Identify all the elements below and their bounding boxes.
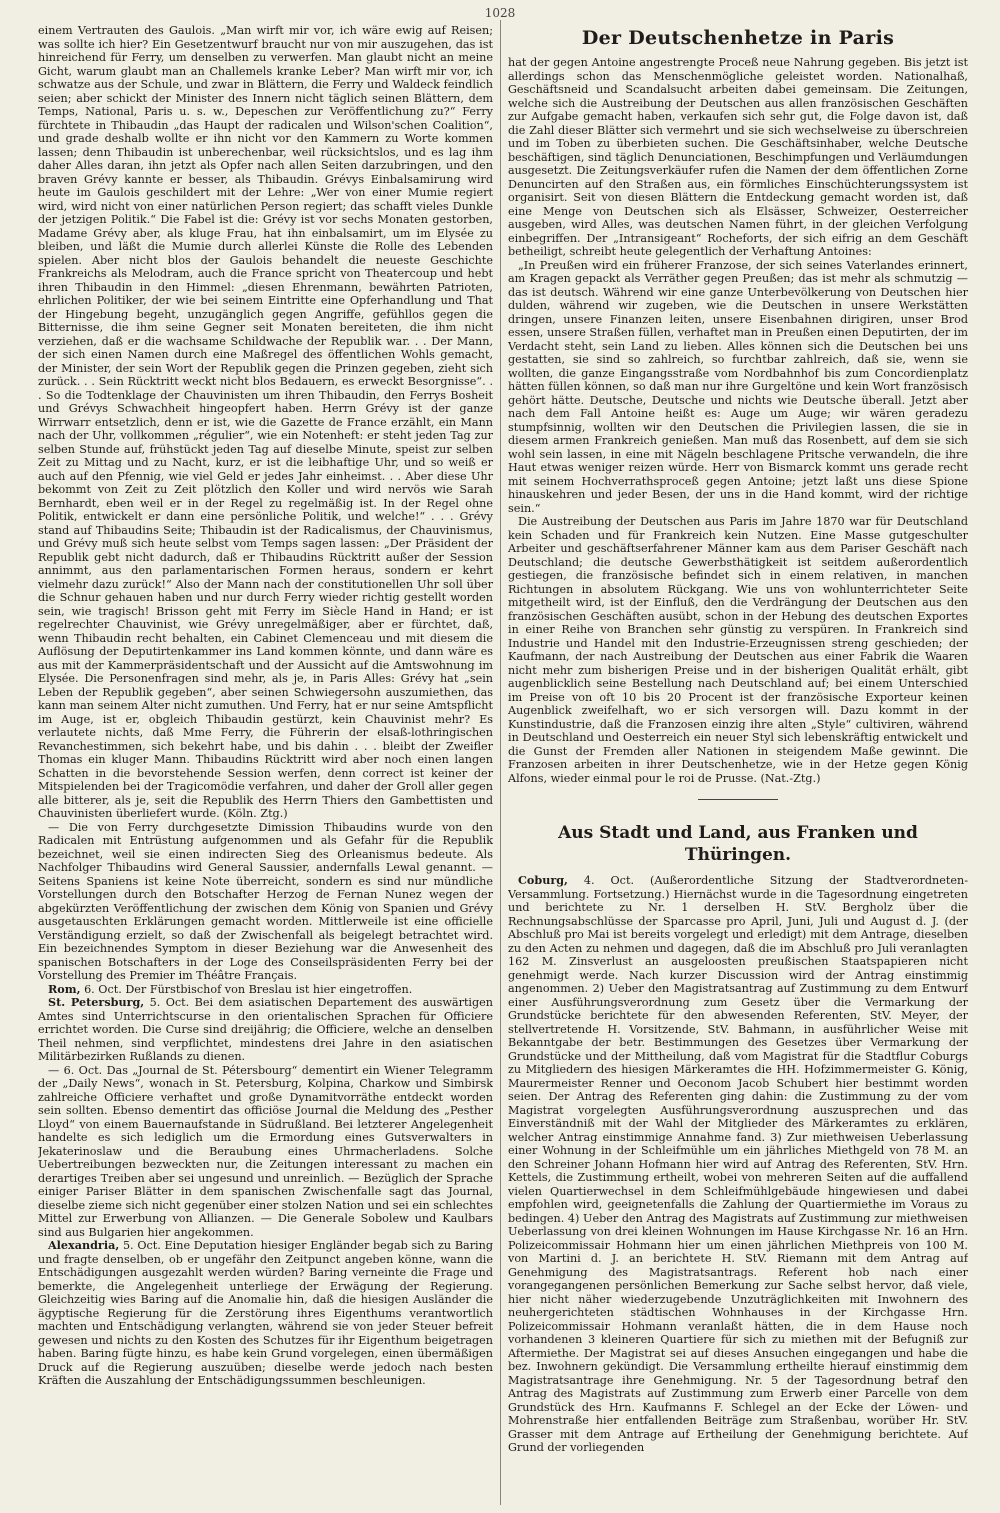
paris-article-paragraph: einem Vertrauten des Gaulois. „Man wirft mir vor, ich wäre ewig auf Reisen; was sollte ich hier? Ein Gesetzentwurf braucht nur von mir auszugehen, das ist hinreichend für Ferry, um denselben zu verwerfen. Man glaubt nicht an meine Gicht, warum glaubt man an Challemels kranke Leber? Man wirft mir vor, ich schwatze aus der Schule, und zwar in Blättern, die Ferry und Waldeck feindlich seien; aber schickt der Minister des Innern nicht täglich seinen Blättern, dem Temps, National, Paris u. s. w., Depeschen zur Veröffentlichung zu?“ Ferry fürchtete in Thibaudin „das Haupt der radicalen und Wilson'schen Coalition“, und grade deshalb wollte er ihn nicht vor den Kammern zu Worte kommen lassen; denn Thibaudin ist unberechenbar, weil rücksichtslos, und es lag ihm daher Alles daran, ihn jetzt als Opfer nach allen Seiten darzubringen, und den braven Grévy kannte er besser, als Thibaudin. Grévys Einbalsamirung wird heute im Gaulois geschildert mit der Lehre: „Wer von einer Mumie regiert wird, wird nicht von einer natürlichen Person regiert; das schafft vieles Dunkle der jetzigen Politik.“ Die Fabel ist die: Grévy ist vor sechs Monaten gestorben, Madame Grévy aber, als kluge Frau, hat ihn einbalsamirt, um im Elysée zu bleiben, und läßt die Mumie durch allerlei Künste die Rolle des Lebenden spielen. Aber nicht blos der Gaulois behandelt die neueste Geschichte Frankreichs als Melodram, auch die France spricht von Theatercoup und hebt ihren Thibaudin in den Himmel: „diesen Ehrenmann, bewährten Patrioten, ehrlichen Politiker, der wie bei seinem Eintritte eine Opferhandlung und That der Hingebung begeht, unzugänglich gegen Angriffe, gefühllos gegen die Bitternisse, die ihm seine Gegner seit Monaten bereiteten, die ihm nicht verziehen, daß er die wachsame Schildwache der Republik war. . . Der Mann, der sich einen Namen durch eine Maßregel des öffentlichen Wohls gemacht, der Minister, der sein Wort der Republik gegen die Prinzen gegeben, zieht sich zurück. . . Sein Rücktritt weckt nicht blos Bedauern, es erweckt Besorgnisse“. . . So die Todtenklage der Chauvinisten um ihren Thibaudin, den Ferrys Bosheit und Grévys Schwachheit hingeopfert haben. Herrn Grévy ist der ganze Wirrwarr entsetzlich, denn er ist, wie die Gazette de France erzählt, ein Mann nach der Uhr, vollkommen „régulier“, wie ein Notenheft: er steht jeden Tag zur selben Stunde auf, frühstückt jeden Tag auf dieselbe Minute, speist zur selben Zeit zu Mittag und zu Nacht, kurz, er ist die leibhaftige Uhr, und so weiß er auch auf den Pfennig, wie viel Geld er jedes Jahr einheimst. . . Aber diese Uhr bekommt von Zeit zu Zeit plötzlich den Koller und wird nervös wie Sarah Bernhardt, eben weil er in der Regel zu regelmäßig ist. In der Regel ohne Politik, entwickelt er dann eine persönliche Politik, und welche!“ . . . Grévy stand auf Thibaudins Seite; Thibaudin ist der Radicalismus, der Chauvinismus, und Grévy muß sich heute selbst vom Temps sagen lassen: „Der Präsident der Republik gebt nicht dadurch, daß er Thibaudins Rücktritt außer der Session annimmt, aus den parlamentarischen Formen heraus, sondern er kehrt vielmehr dazu zurück!“ Also der Mann nach der constitutionellen Uhr soll über die Schnur gehauen haben und nur durch Ferry wieder richtig gestellt worden sein, wie tragisch! Brisson geht mit Ferry im Siècle Hand in Hand; er ist regelrechter Chauvinist, wie Grévy unregelmäßiger, aber er fürchtet, daß, wenn Thibaudin recht behalten, ein Cabinet Clemenceau und mit diesem die Auflösung der Deputirtenkammer ins Land kommen könnte, und dann wäre es aus mit der Kammerpräsidentschaft und der Aussicht auf die Amtswohnung im Elysée. Die Personenfragen sind mehr, als je, in Paris Alles: Grévy hat „sein Leben der Republik gegeben“, aber seinen Schwiegersohn auszumiethen, das kann man seinem Alter nicht zumuthen. Und Ferry, hat er nur seine Amtspflicht im Auge, ist er, obgleich Thibaudin gestürzt, kein Chauvinist mehr? Es verlautete nichts, daß Mme Ferry, die Führerin der elsaß-lothringischen Revanchestimmen, sich bekehrt habe, und bis dahin . . . bleibt der Zweifler Thomas ein kluger Mann. Thibaudins Rücktritt wird aber noch einen langen Schatten in die bevorstehende Session werfen, denn correct ist keiner der Mitspielenden bei der Tragicomödie verfahren, und daher der Groll aller gegen alle bitterer, als je, seit die Republik des Herrn Thiers den Gambettisten und Chauvinisten überliefert wurde. (Köln. Ztg.) xyxy=(38,24,493,820)
article-paragraph: Die Austreibung der Deutschen aus Paris im Jahre 1870 war für Deutschland kein Schaden und für Frankreich kein Nutzen. Eine Masse gutgeschulter Arbeiter und geschäftserfahrener Männer kam aus dem Pariser Geschäft nach Deutschland; die deutsche Gewerbsthätigkeit ist seitdem außerordentlich gestiegen, die französische befindet sich in einem relativen, in manchen Richtungen in absolutem Rückgang. Wie uns von wohlunterrichteter Seite mitgetheilt wird, ist der Einfluß, den die Verdrängung der Deutschen aus den französischen Geschäften ausübt, schon in der Hebung des deutschen Exportes in einer Reihe von Branchen sehr günstig zu verspüren. In Frankreich sind Industrie und Handel mit den Industrie-Erzeugnissen streng geschieden; der Kaufmann, der nach Austreibung der Deutschen aus einer Fabrik die Waaren nicht mehr zum bisherigen Preise und in der bisherigen Qualität erhält, gibt augenblicklich seine Bestellung nach Deutschland auf; bei einem Unterschied im Preise von oft 10 bis 20 Procent ist der französische Exporteur keinen Augenblick zweifelhaft, wo er sich versorgen will. Dazu kommt in der Kunstindustrie, daß die Franzosen einzig ihre alten „Style“ cultiviren, während in Deutschland und Oesterreich ein neuer Styl sich lebenskräftig entwickelt und die Gunst der Fremden aller Nationen in steigendem Maße gewinnt. Die Franzosen arbeiten in ihrer Deutschenhetze, wie in der Hetze gegen König Alfons, wieder einmal pour le roi de Prusse. (Nat.-Ztg.) xyxy=(508,515,968,785)
dispatch-text: 5. Oct. Bei dem asiatischen Departement des auswärtigen Amtes sind Unterrichtscurse in den orientalischen Sprachen für Officiere errichtet worden. Die Curse sind dreijährig; die Officiere, welche an denselben Theil nehmen, sind verpflichtet, mindestens drei Jahre in den asiatischen Militärbezirken Rußlands zu dienen. xyxy=(38,996,493,1063)
article-quote: „In Preußen wird ein früherer Franzose, der sich seines Vaterlandes erinnert, am Kragen gepackt als Verräther gegen Preußen; das ist mehr als schmutzig — das ist deutsch. Während wir eine ganze Unterbevölkerung von Deutschen hier dulden, während wir zugeben, wie die Deutschen in unsere Werkstätten dringen, unsere Finanzen leiten, unsere Eisenbahnen dirigiren, unser Brod essen, unsere Straßen füllen, verhaftet man in Preußen einen Deputirten, der im Verdacht steht, sein Land zu lieben. Alles können sich die Deutschen bei uns gestatten, sie sind so zahlreich, so furchtbar zahlreich, daß sie, wenn sie wollten, die ganze Eingangsstraße vom Nordbahnhof bis zum Concordienplatz hätten füllen können, so daß man nur ihre Gurgeltöne und kein Wort französisch gehört hätte. Deutsche, Deutsche und nichts wie Deutsche überall. Jetzt aber nach dem Fall Antoine heißt es: Auge um Auge; wir wären geradezu stumpfsinnig, wollten wir den Deutschen die Privilegien lassen, die sie in diesem armen Frankreich genießen. Man muß das Rosenbett, auf dem sie sich wohl sein lassen, in eine mit Nägeln beschlagene Pritsche verwandeln, die ihre Haut etwas weniger reizen würde. Herr von Bismarck kommt uns gerade recht mit seinem Hochverrathsproceß gegen Antoine; jetzt laßt uns diese Spione hinauskehren und jeder Besen, der uns in die Hand kommt, wird der richtige sein.“ xyxy=(508,258,968,515)
dispatch-text: 4. Oct. (Außerordentliche Sitzung der Stadtverordneten-Versammlung. Fortsetzung.) Hiernächst wurde in die Tagesordnung eingetreten und berichtete zu Nr. 1 derselben H. StV. Bergholz über die Rechnungsabschlüsse der Sparcasse pro April, Juni, Juli und August d. J. (der Abschluß pro Mai ist bereits vorgelegt und erledigt) mit dem Antrage, dieselben zu den Acten zu nehmen und dagegen, daß die im Abschluß pro Juli veranlagten 162 M. Zinsverlust an ausgeloosten preußischen Staatspapieren nicht genehmigt werde. Nach kurzer Discussion wird der Antrag einstimmig angenommen. 2) Ueber den Magistratsantrag auf Zustimmung zu dem Entwurf einer Ausführungsverordnung zum Gesetz über die Vermarkung der Grundstücke berichtete für den abwesenden Referenten, StV. Meyer, der stellvertretende H. Vorsitzende, StV. Bahmann, in ausführlicher Weise mit Bekanntgabe der betr. Bestimmungen des Gesetzes über Vermarkung der Grundstücke und der Mittheilung, daß vom Magistrat für die Stadtflur Coburgs zu Mitgliedern des hiesigen Märkeramtes die HH. Hofzimmermeister G. König, Maurermeister Renner und Oeconom Jacob Schubert hier bestimmt worden seien. Der Antrag des Referenten ging dahin: die Zustimmung zu der vom Magistrat vorgelegten Ausführungsverordnung auszusprechen und das Einverständniß mit der Wahl der Mitglieder des Märkeramtes zu erklären, welcher Antrag einstimmige Annahme fand. 3) Zur miethweisen Ueberlassung einer Wohnung in der Schleifmühle um ein jährliches Miethgeld von 78 M. an den Schreiner Johann Hofmann hier wird auf Antrag des Referenten, StV. Hrn. Kettels, die Zustimmung ertheilt, wobei von mehreren Seiten auf die auffallend vielen Quartierwechsel in dem Schleifmühlgebäude hingewiesen und dabei empfohlen wird, geeignetenfalls die Zahlung der Quartiermiethe im Voraus zu bedingen. 4) Ueber den Antrag des Magistrats auf Zustimmung zur miethweisen Ueberlassung von drei kleinen Wohnungen im Hause Kirchgasse Nr. 16 an Hrn. Polizeicommissair Hohmann hier um einen jährlichen Miethpreis von 100 M. von Martini d. J. an berichtete H. StV. Riemann mit dem Antrag auf Genehmigung des Magistratsantrags. Referent hob nach einer vorangegangenen persönlichen Bemerkung zur Sache selbst hervor, daß viele, hier nicht näher wiederzugebende Unzuträglichkeiten mit Inwohnern des neuhergerichteten städtischen Wohnhauses in der Kirchgasse Hrn. Polizeicommissair Hohmann veranlaßt hätten, die in dem Hause noch vorhandenen 3 kleineren Quartiere für sich zu miethen mit der Befugniß zur Aftermiethe. Der Magistrat sei auf dieses Ansuchen eingegangen und habe die bez. Inwohnern gekündigt. Die Versammlung ertheilte hierauf einstimmig dem Magistratsantrage ihre Genehmigung. Nr. 5 der Tagesordnung betraf den Antrag des Magistrats auf Zustimmung zum Erwerb einer Parcelle von dem Grundstück des Hrn. Kaufmanns F. Schlegel an der Ecke der Löwen- und Mohrenstraße hier entfallenden Beiträge zum Straßenbau, worüber Hr. StV. Grasser mit dem Antrage auf Ertheilung der Genehmigung berichtete. Auf Grund der vorliegenden xyxy=(508,874,968,1454)
page-number: 1028 xyxy=(484,6,516,20)
dateline-place: Rom, xyxy=(48,981,81,996)
section-title: Aus Stadt und Land, aus Franken und Thüringen. xyxy=(558,823,918,865)
alexandria-dispatch xyxy=(38,1239,493,1388)
article-headline: Der Deutschenhetze in Paris xyxy=(581,27,895,49)
dateline-place: Coburg, xyxy=(518,873,568,887)
column-divider xyxy=(500,20,501,1505)
paris-news-paragraph: — Die von Ferry durchgesetzte Dimission Thibaudins wurde von den Radicalen mit Entrüstung aufgenommen und als Gefahr für die Republik bezeichnet, weil sie einen indirecten Sieg des Orleanismus bedeute. Als Nachfolger Thibaudins wird General Saussier, andernfalls Lewal genannt. — Seitens Spaniens ist keine Note überreicht, sondern es sind nur mündliche Vorstellungen durch den Botschafter Herzog de Fernan Nunez wegen der abgekürzten Veröffentlichung der zwischen dem König von Spanien und Grévy ausgetauschten Erklärungen gemacht worden. Mittlerweile ist eine officielle Verständigung erzielt, so daß der Zwischenfall als beigelegt betrachtet wird. Ein bezeichnendes Symptom in dieser Beziehung war die Anwesenheit des spanischen Botschafters in der Loge des Conseilspräsidenten Ferry bei der Vorstellung des Premier im Théâtre Français. xyxy=(38,820,493,982)
coburg-report xyxy=(508,874,968,1455)
article-paragraph: hat der gegen Antoine angestrengte Proceß neue Nahrung gegeben. Bis jetzt ist allerdings schon das Menschenmögliche geleistet worden. Nationalhaß, Geschäftsneid und Scandalsucht arbeiten dabei gemeinsam. Die Zeitungen, welche sich die Austreibung der Deutschen aus allen französischen Geschäften zur Aufgabe gemacht haben, verkaufen sich sehr gut, die Folge davon ist, daß die Zahl dieser Blätter sich vermehrt und sie sich wechselweise zu überschreien und im Toben zu überbieten suchen. Die Geschäftsinhaber, welche Deutsche beschäftigen, sind täglich Denunciationen, Beschimpfungen und Verläumdungen ausgesetzt. Die Zeitungsverkäufer rufen die Namen der dem öffentlichen Zorne Denuncirten auf den Straßen aus, ein förmliches Einschüchterungssystem ist organisirt. Seit von diesen Blättern die Entdeckung gemacht worden ist, daß eine Menge von Deutschen sich als Elsässer, Schweizer, Oesterreicher ausgeben, wird Alles, was deutschen Namen führt, in der gleichen Verfolgung einbegriffen. Der „Intransigeant“ Rocheforts, der sich eifrig an dem Geschäft betheiligt, schreibt heute gelegentlich der Verhaftung Antoines: xyxy=(508,56,968,258)
right-column xyxy=(508,24,968,1502)
dateline-place: St. Petersburg, xyxy=(48,995,145,1009)
dateline-place: Alexandria, xyxy=(48,1238,120,1252)
left-column xyxy=(38,24,493,1502)
petersburg-dispatch-2: — 6. Oct. Das „Journal de St. Pétersbourg“ dementirt ein Wiener Telegramm der „Daily News“, wonach in St. Petersburg, Kolpina, Charkow und Simbirsk zahlreiche Officiere verhaftet und große Dynamitvorräthe entdeckt worden sein sollten. Ebenso dementirt das officiöse Journal die Meldung des „Pesther Lloyd“ von einem Bauernaufstande in Südrußland. Bei letzterer Angelegenheit handelte es sich lediglich um die Ermordung eines Gutsverwalters in Jekaterinoslaw und die Beraubung eines Uhrmacherladens. Solche Uebertreibungen bezweckten nur, die Zeitungen interessant zu machen ein derartiges Treiben aber sei ungesund und unreinlich. — Bezüglich der Sprache einiger Pariser Blätter in dem spanischen Zwischenfalle sagt das Journal, dieselbe zieme sich nicht gegenüber einer stolzen Nation und sei ein schlechtes Mittel zur Erwerbung von Allianzen. — Die Generale Sobolew und Kaulbars sind aus Bulgarien hier angekommen. xyxy=(38,1063,493,1239)
petersburg-dispatch xyxy=(38,996,493,1064)
section-separator xyxy=(698,799,778,800)
rom-dispatch xyxy=(38,983,493,997)
dispatch-text: 6. Oct. Der Fürstbischof von Breslau ist hier eingetroffen. xyxy=(84,982,413,996)
dispatch-text: 5. Oct. Eine Deputation hiesiger Engländer begab sich zu Baring und fragte denselben, ob er ungefähr den Zeitpunct angeben könne, wann die Entschädigungen ausgezahlt werden würden? Baring verneinte die Frage und bemerkte, die Angelegenheit unterliege der Erwägung der Regierung. Gleichzeitig wies Baring auf die Anomalie hin, daß die hiesigen Ausländer die ägyptische Regierung für die Zerstörung ihres Eigenthums verantwortlich machten und Entschädigung verlangten, während sie von jeder Steuer befreit gewesen und nichts zu den Kosten des Schutzes für ihr Eigenthum beigetragen haben. Baring fügte hinzu, es habe kein Grund vorgelegen, einen übermäßigen Druck auf die Regierung auszuüben; dieselbe werde jedoch nach besten Kräften die Auszahlung der Entschädigungssummen beschleunigen. xyxy=(38,1239,493,1387)
